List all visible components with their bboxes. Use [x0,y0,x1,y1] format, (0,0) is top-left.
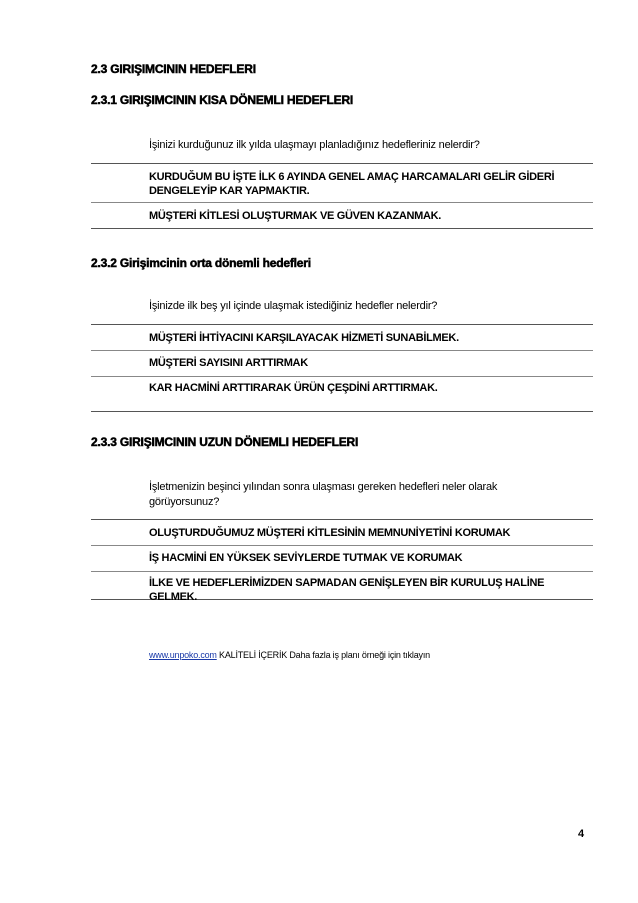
page-number: 4 [578,828,585,840]
section-heading-2-3-2: 2.3.2 Girişimcinin orta dönemli hedefleri [91,256,311,270]
goal-text: İLKE VE HEDEFLERİMİZDEN SAPMADAN GENİŞLEYEN BİR KURULUŞ HALİNE GELMEK. [149,577,545,603]
table-row [91,520,593,546]
long-term-goals-table [91,519,593,603]
section-heading-2-3-1: 2.3.1 GIRIŞIMCININ KISA DÖNEMLI HEDEFLERI [91,93,354,107]
section-heading-2-3-3: 2.3.3 GIRIŞIMCININ UZUN DÖNEMLI HEDEFLERI [91,435,359,449]
goal-text: MÜŞTERİ İHTİYACINI KARŞILAYACAK HİZMETİ SUNABİLMEK. [149,332,459,344]
goal-text: KAR HACMİNİ ARTTIRARAK ÜRÜN ÇEŞDİNİ ARTTIRMAK. [149,382,438,394]
goal-text: OLUŞTURDUĞUMUZ MÜŞTERİ KİTLESİNİN MEMNUNİYETİNİ KORUMAK [149,527,511,539]
footer-link[interactable]: www.unpoko.com [149,650,217,660]
table-row [91,572,593,603]
table-row [91,164,593,203]
table-row [91,377,593,411]
table-row [91,203,593,228]
footer-text: KALİTELİ İÇERİK Daha fazla iş planı örneği için tıklayın [216,650,430,660]
mid-term-goals-table [91,324,593,412]
table-row [91,325,593,351]
question-mid-term: İşinizde ilk beş yıl içinde ulaşmak istediğiniz hedefler nelerdir? [149,300,438,312]
question-short-term: İşinizi kurduğunuz ilk yılda ulaşmayı planladığınız hedefleriniz nelerdir? [149,139,480,151]
goal-text: İŞ HACMİNİ EN YÜKSEK SEVİYLERDE TUTMAK VE KORUMAK [149,552,463,564]
short-term-goals-table [91,163,593,229]
goal-text: MÜŞTERİ KİTLESİ OLUŞTURMAK VE GÜVEN KAZANMAK. [149,210,442,222]
footer-promo [149,650,430,660]
question-long-term: İşletmenizin beşinci yılından sonra ulaşması gereken hedefleri neler olarak görüyorsunuz? [149,481,498,508]
table-row [91,351,593,377]
goal-text: KURDUĞUM BU İŞTE İLK 6 AYINDA GENEL AMAÇ HARCAMALARI GELİR GİDERİ DENGELEYİP KAR YAPMAKTIR. [149,171,555,197]
section-heading-2-3: 2.3 GIRIŞIMCININ HEDEFLERI [91,62,256,76]
goal-text: MÜŞTERİ SAYISINI ARTTIRMAK [149,357,308,369]
table-row [91,546,593,572]
